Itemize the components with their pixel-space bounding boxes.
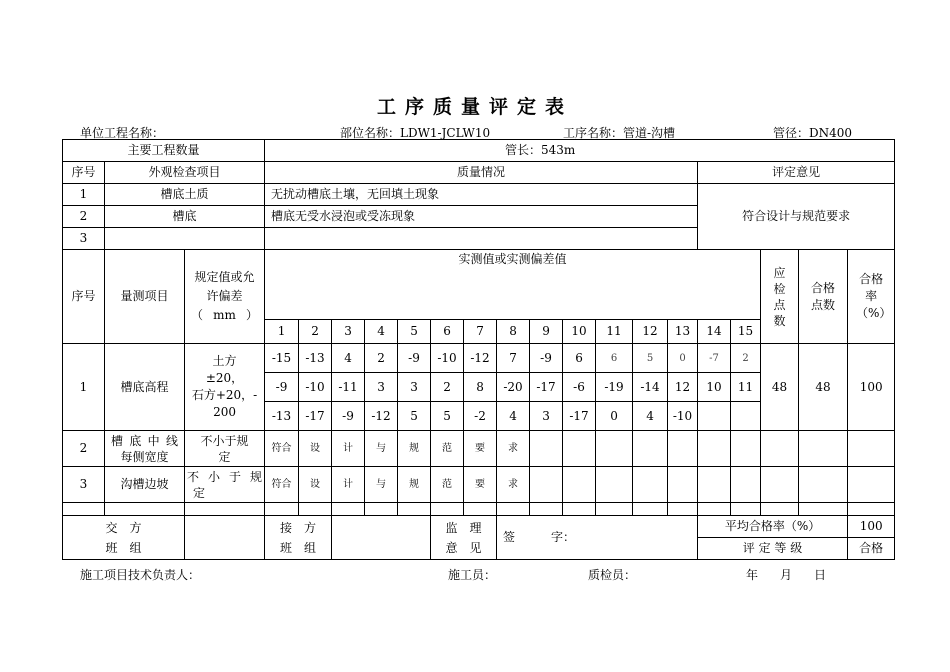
result-text: 范 <box>431 467 464 503</box>
measured-value: -10 <box>668 402 698 431</box>
measured-value: -10 <box>299 373 332 402</box>
visual-row-no: 2 <box>63 206 105 228</box>
measured-value: -9 <box>530 344 563 373</box>
visual-col-opinion: 评定意见 <box>698 162 895 184</box>
measured-value: 4 <box>633 402 668 431</box>
measure-row-spec <box>185 431 265 467</box>
measure-col-spec: 规定值或允许偏差（mm） <box>185 250 265 344</box>
result-text: 符合 <box>265 431 299 467</box>
main-qty-row <box>63 140 895 162</box>
measured-value: 5 <box>398 402 431 431</box>
unit-project-label: 单位工程名称： <box>80 126 165 140</box>
measured-value: -9 <box>265 373 299 402</box>
measured-value: -17 <box>299 402 332 431</box>
row-points: 48 <box>761 344 799 431</box>
process-name: 工序名称：管道-沟槽 <box>563 126 676 140</box>
handover-team <box>63 516 185 560</box>
measure-row-spec <box>185 344 265 431</box>
spec-line: 不小于规 <box>200 433 249 448</box>
empty-cell <box>105 503 185 516</box>
sign-row <box>63 516 895 538</box>
point-number: 4 <box>365 320 398 344</box>
empty-cell <box>668 503 698 516</box>
measured-value: 4 <box>332 344 365 373</box>
measured-value: 10 <box>698 373 731 402</box>
measured-value: 3 <box>398 373 431 402</box>
measured-value: 3 <box>365 373 398 402</box>
point-number: 5 <box>398 320 431 344</box>
empty-cell <box>299 503 332 516</box>
empty-cell <box>761 503 799 516</box>
empty-cell <box>563 503 596 516</box>
main-qty-label: 主要工程数量 <box>63 140 265 162</box>
empty-cell <box>698 431 731 467</box>
avg-rate-label: 平均合格率（%） <box>698 516 848 538</box>
measure-row-no: 3 <box>63 467 105 503</box>
receive-line: 接 方 <box>280 520 317 535</box>
measured-value: -14 <box>633 373 668 402</box>
spec-line: 土方 <box>212 354 237 368</box>
part-name: 部位名称：LDW1-JCLW10 <box>340 126 491 140</box>
empty-cell <box>398 503 431 516</box>
measure-row-no: 1 <box>63 344 105 431</box>
inspector-label: 质检员： <box>588 568 637 582</box>
measured-value: 8 <box>464 373 497 402</box>
measure-row-spec <box>185 467 265 503</box>
measure-col-values: 实测值或实测偏差值 <box>265 250 761 320</box>
empty-cell <box>799 431 848 467</box>
measured-value: -13 <box>299 344 332 373</box>
row-rate: 100 <box>848 344 895 431</box>
measured-value: 4 <box>497 402 530 431</box>
measured-value: 5 <box>431 402 464 431</box>
empty-cell <box>668 431 698 467</box>
point-number: 7 <box>464 320 497 344</box>
empty-cell <box>731 431 761 467</box>
measured-value: -17 <box>530 373 563 402</box>
empty-cell <box>698 467 731 503</box>
measured-value: 6 <box>596 344 633 373</box>
signature-field: 签 字： <box>497 516 698 560</box>
empty-cell <box>633 467 668 503</box>
empty-cell <box>365 503 398 516</box>
spec-line: 石方+20，- <box>191 388 258 402</box>
measured-value: 6 <box>563 344 596 373</box>
result-text: 范 <box>431 431 464 467</box>
point-number: 1 <box>265 320 299 344</box>
empty-cell <box>497 503 530 516</box>
empty-cell <box>332 503 365 516</box>
measured-value: 11 <box>731 373 761 402</box>
visual-col-item: 外观检查项目 <box>105 162 265 184</box>
grade-value: 合格 <box>848 538 895 560</box>
empty-cell <box>596 503 633 516</box>
measured-value: -15 <box>265 344 299 373</box>
measured-value: 2 <box>731 344 761 373</box>
empty-cell <box>63 503 105 516</box>
visual-row-quality: 槽底无受水浸泡或受冻现象 <box>265 206 698 228</box>
measured-value: -13 <box>265 402 299 431</box>
receive-line: 班 组 <box>280 540 317 555</box>
visual-header-row <box>63 162 895 184</box>
date-day: 日 <box>814 568 827 582</box>
visual-row-item: 槽底土质 <box>105 184 265 206</box>
measure-col-no: 序号 <box>63 250 105 344</box>
empty-cell <box>848 503 895 516</box>
result-text: 要 <box>464 431 497 467</box>
result-text: 与 <box>365 467 398 503</box>
measured-value: 2 <box>431 373 464 402</box>
empty-cell <box>761 467 799 503</box>
form-title: 工序质量评定表 <box>376 96 573 118</box>
measured-value: 7 <box>497 344 530 373</box>
measure-row-slope <box>63 467 895 503</box>
measured-value: -19 <box>596 373 633 402</box>
point-number: 10 <box>563 320 596 344</box>
point-number: 9 <box>530 320 563 344</box>
measured-value: -10 <box>431 344 464 373</box>
point-number: 3 <box>332 320 365 344</box>
spacer-row <box>63 503 895 516</box>
measure-row-item <box>105 431 185 467</box>
date-year: 年 <box>746 568 759 582</box>
measured-value: -9 <box>332 402 365 431</box>
item-line: 每侧宽度 <box>120 449 169 464</box>
visual-row-no: 3 <box>63 228 105 250</box>
empty-cell <box>848 431 895 467</box>
visual-row-item <box>105 228 265 250</box>
empty-cell <box>761 431 799 467</box>
receive-team <box>265 516 332 560</box>
empty-cell <box>731 503 761 516</box>
measured-value <box>731 402 761 431</box>
point-number: 13 <box>668 320 698 344</box>
measured-value: -17 <box>563 402 596 431</box>
visual-col-no: 序号 <box>63 162 105 184</box>
visual-row <box>63 184 895 206</box>
measure-col-pass: 合格点数 <box>799 250 848 344</box>
measure-row-item: 槽底高程 <box>105 344 185 431</box>
empty-cell <box>431 503 464 516</box>
spec-line: 不小于规 <box>187 469 263 484</box>
supervisor-line: 监 理 <box>445 520 482 535</box>
supervisor-line: 意 见 <box>445 540 482 555</box>
measure-col-rate: 合格率（%） <box>848 250 895 344</box>
main-qty-value: 管长：543m <box>265 140 895 162</box>
result-text: 规 <box>398 467 431 503</box>
spec-line: 定 <box>193 485 206 500</box>
measured-value: 3 <box>530 402 563 431</box>
handover-line: 班 组 <box>105 540 142 555</box>
visual-row-item: 槽底 <box>105 206 265 228</box>
receive-sign-box <box>332 516 431 560</box>
grade-label: 评 定 等 级 <box>698 538 848 560</box>
empty-cell <box>563 431 596 467</box>
result-text: 求 <box>497 467 530 503</box>
visual-row-quality <box>265 228 698 250</box>
empty-cell <box>530 467 563 503</box>
handover-line: 交 方 <box>105 520 142 535</box>
empty-cell <box>530 503 563 516</box>
measured-value: 5 <box>633 344 668 373</box>
point-number: 6 <box>431 320 464 344</box>
empty-cell <box>185 503 265 516</box>
result-text: 求 <box>497 431 530 467</box>
measure-row-elevation <box>63 344 895 373</box>
measured-value: -9 <box>398 344 431 373</box>
measured-value: -2 <box>464 402 497 431</box>
empty-cell <box>799 467 848 503</box>
visual-col-quality: 质量情况 <box>265 162 698 184</box>
visual-opinion: 符合设计与规范要求 <box>698 184 895 250</box>
measured-value: -20 <box>497 373 530 402</box>
result-text: 符合 <box>265 467 299 503</box>
empty-cell <box>464 503 497 516</box>
measured-value: 12 <box>668 373 698 402</box>
result-text: 计 <box>332 431 365 467</box>
measured-value: 0 <box>668 344 698 373</box>
result-text: 规 <box>398 431 431 467</box>
spec-line: 定 <box>218 449 231 464</box>
measure-row-no: 2 <box>63 431 105 467</box>
point-number: 8 <box>497 320 530 344</box>
empty-cell <box>596 467 633 503</box>
measure-row-width <box>63 431 895 467</box>
tech-lead-label: 施工项目技术负责人： <box>80 568 201 582</box>
result-text: 计 <box>332 467 365 503</box>
measured-value <box>698 402 731 431</box>
point-number: 15 <box>731 320 761 344</box>
result-text: 要 <box>464 467 497 503</box>
row-pass: 48 <box>799 344 848 431</box>
date-month: 月 <box>780 568 793 582</box>
worker-label: 施工员： <box>448 568 497 582</box>
spec-line: ±20， <box>205 371 244 385</box>
result-text: 设 <box>299 467 332 503</box>
empty-cell <box>799 503 848 516</box>
measured-value: -7 <box>698 344 731 373</box>
empty-cell <box>848 467 895 503</box>
measure-col-points: 应检点数 <box>761 250 799 344</box>
point-number: 12 <box>633 320 668 344</box>
visual-row-quality: 无扰动槽底土壤，无回填土现象 <box>265 184 698 206</box>
point-number: 14 <box>698 320 731 344</box>
empty-cell <box>563 467 596 503</box>
measured-value: -12 <box>365 402 398 431</box>
empty-cell <box>698 503 731 516</box>
avg-rate-value: 100 <box>848 516 895 538</box>
empty-cell <box>668 467 698 503</box>
empty-cell <box>633 431 668 467</box>
measure-col-item: 量测项目 <box>105 250 185 344</box>
measured-value: -6 <box>563 373 596 402</box>
pipe-diameter: 管径：DN400 <box>773 126 853 140</box>
supervisor-opinion <box>431 516 497 560</box>
visual-row-no: 1 <box>63 184 105 206</box>
empty-cell <box>633 503 668 516</box>
handover-sign-box <box>185 516 265 560</box>
spec-line: 200 <box>213 405 236 419</box>
empty-cell <box>265 503 299 516</box>
result-text: 与 <box>365 431 398 467</box>
measured-value: -12 <box>464 344 497 373</box>
empty-cell <box>731 467 761 503</box>
measure-header-row <box>63 250 895 320</box>
empty-cell <box>530 431 563 467</box>
measured-value: -11 <box>332 373 365 402</box>
measured-value: 2 <box>365 344 398 373</box>
result-text: 设 <box>299 431 332 467</box>
quality-table <box>62 139 895 560</box>
measure-row-item: 沟槽边坡 <box>105 467 185 503</box>
point-number: 2 <box>299 320 332 344</box>
point-number: 11 <box>596 320 633 344</box>
item-line: 槽底中线 <box>111 433 178 448</box>
empty-cell <box>596 431 633 467</box>
measured-value: 0 <box>596 402 633 431</box>
